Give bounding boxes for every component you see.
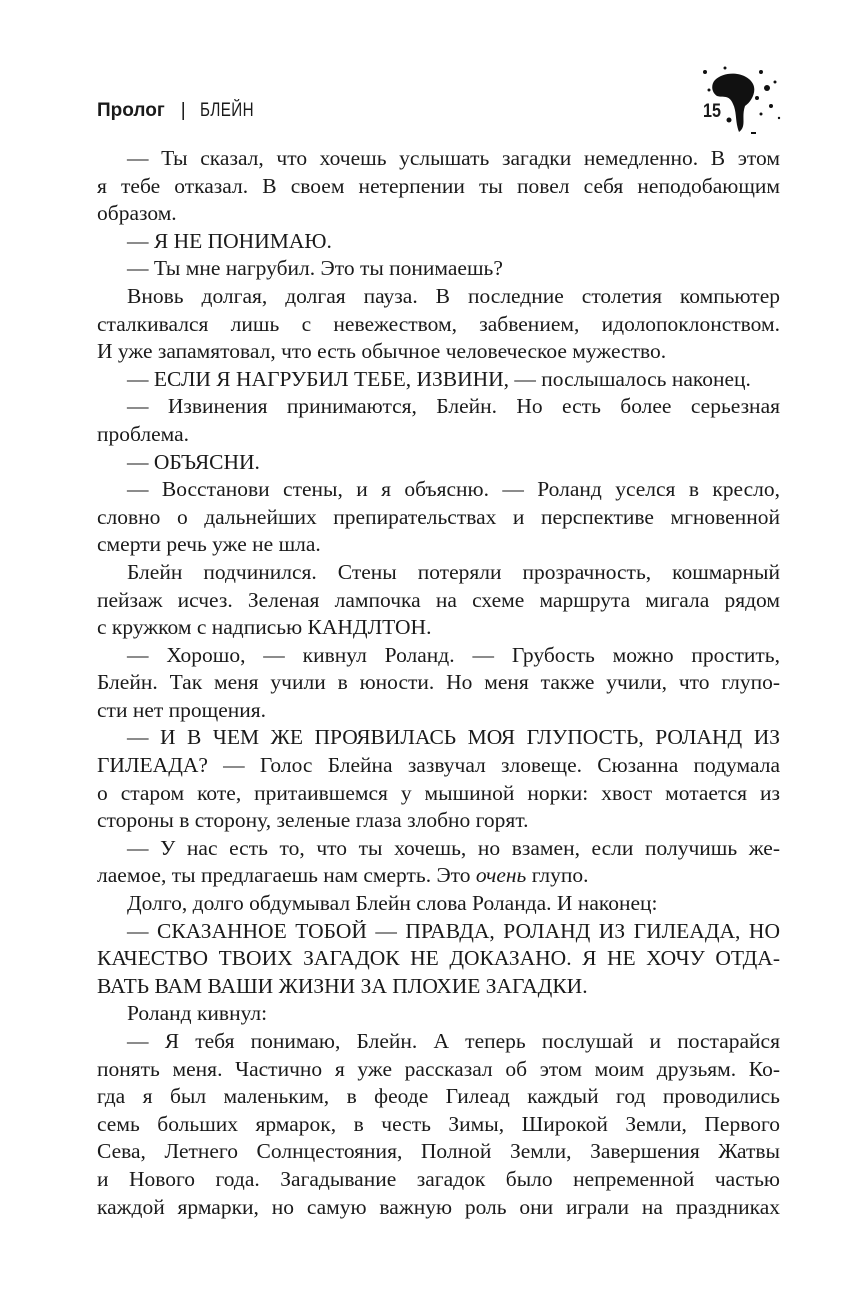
text-line: пейзаж исчез. Зеленая лампочка на схеме маршрута мигала рядом bbox=[97, 587, 780, 612]
paragraph bbox=[97, 366, 780, 394]
text-line: — Я НЕ ПОНИМАЮ. bbox=[127, 228, 332, 253]
text-line bbox=[97, 862, 780, 890]
page-number: 15 bbox=[703, 101, 721, 122]
text-line: сталкивался лишь с невежеством, забвением, идолопоклонством. bbox=[97, 311, 780, 336]
paragraph bbox=[97, 393, 780, 448]
text-line: — У нас есть то, что ты хочешь, но взамен, если получишь же- bbox=[127, 835, 780, 860]
text-line: — Восстанови стены, и я объясню. — Роланд уселся в кресло, bbox=[127, 477, 780, 502]
paragraph bbox=[97, 449, 780, 477]
text-line: Долго, долго обдумывал Блейн слова Роланда. И наконец: bbox=[127, 891, 658, 916]
text-line: — Ты мне нагрубил. Это ты понимаешь? bbox=[127, 256, 503, 281]
text-line: — СКАЗАННОЕ ТОБОЙ — ПРАВДА, РОЛАНД ИЗ ГИЛЕАДА, НО bbox=[127, 918, 780, 943]
text-line: Вновь долгая, долгая пауза. В последние столетия компьютер bbox=[127, 283, 780, 308]
text-line: с кружком с надписью КАНДЛТОН. bbox=[97, 615, 432, 640]
chapter-title: БЛЕЙН bbox=[199, 100, 254, 121]
text-line: Роланд кивнул: bbox=[127, 1001, 268, 1026]
text-line: понять меня. Частично я уже рассказал об этом моим друзьям. Ко- bbox=[97, 1056, 780, 1081]
paragraph bbox=[97, 283, 780, 366]
text-line: — Ты сказал, что хочешь услышать загадки немедленно. В этом bbox=[127, 146, 780, 170]
text-line: стороны в сторону, зеленые глаза злобно горят. bbox=[97, 808, 529, 833]
text-line: словно о дальнейших препирательствах и перспективе мгновенной bbox=[97, 504, 780, 529]
text-line: — ОБЪЯСНИ. bbox=[127, 449, 260, 474]
paragraph bbox=[97, 1028, 780, 1221]
paragraph bbox=[97, 890, 780, 918]
text-line: Блейн подчинился. Стены потеряли прозрачность, кошмарный bbox=[127, 559, 780, 584]
text-line: — ЕСЛИ Я НАГРУБИЛ ТЕБЕ, ИЗВИНИ, — послышалось наконец. bbox=[127, 366, 751, 391]
paragraph bbox=[97, 724, 780, 834]
text-line: каждой ярмарки, но самую важную роль они играли на праздниках bbox=[97, 1194, 780, 1219]
text-line: смерти речь уже не шла. bbox=[97, 532, 321, 557]
running-header bbox=[97, 100, 267, 122]
text-line: я тебе отказал. В своем нетерпении ты повел себя неподобающим bbox=[97, 173, 780, 198]
text-line: проблема. bbox=[97, 421, 190, 446]
text-line: гда я был маленьким, в феоде Гилеад каждый год проводились bbox=[97, 1084, 780, 1109]
text-line: ГИЛЕАДА? — Голос Блейна зазвучал зловеще. Сюзанна подумала bbox=[97, 753, 780, 778]
text-line: ВАТЬ ВАМ ВАШИ ЖИЗНИ ЗА ПЛОХИЕ ЗАГАДКИ. bbox=[97, 973, 588, 998]
text-line: И уже запамятовал, что есть обычное человеческое мужество. bbox=[97, 339, 667, 364]
text-line: Сева, Летнего Солнцестояния, Полной Земли, Завершения Жатвы bbox=[97, 1139, 780, 1164]
header-separator: | bbox=[180, 100, 186, 121]
paragraph bbox=[97, 228, 780, 256]
text-line: — Хорошо, — кивнул Роланд. — Грубость можно простить, bbox=[127, 642, 780, 667]
text-line: КАЧЕСТВО ТВОИХ ЗАГАДОК НЕ ДОКАЗАНО. Я НЕ ХОЧУ ОТДА- bbox=[97, 946, 780, 971]
paragraph bbox=[97, 255, 780, 283]
paragraph bbox=[97, 476, 780, 559]
text-line: и Нового года. Загадывание загадок было непременной частью bbox=[97, 1166, 780, 1191]
text-segment: лаемое, ты предлагаешь нам смерть. Это bbox=[97, 863, 476, 888]
text-line: Блейн. Так меня учили в юности. Но меня также учили, что глупо- bbox=[97, 670, 780, 695]
text-line: сти нет прощения. bbox=[97, 697, 267, 722]
paragraph bbox=[97, 1000, 780, 1028]
emphasis: очень bbox=[475, 863, 527, 888]
paragraph bbox=[97, 559, 780, 642]
text-line: образом. bbox=[97, 201, 177, 226]
section-title: Пролог bbox=[97, 100, 165, 121]
text-line: семь больших ярмарок, в честь Зимы, Широкой Земли, Первого bbox=[97, 1111, 780, 1136]
page-body bbox=[97, 145, 780, 1221]
text-line: — Извинения принимаются, Блейн. Но есть более серьезная bbox=[127, 394, 780, 419]
paragraph bbox=[97, 918, 780, 1001]
paragraph bbox=[97, 145, 780, 228]
text-segment: глупо. bbox=[526, 863, 589, 888]
paragraph bbox=[97, 835, 780, 890]
text-line: о старом коте, притаившемся у мышиной норки: хвост мотается из bbox=[97, 780, 780, 805]
paragraph bbox=[97, 642, 780, 725]
text-line: — Я тебя понимаю, Блейн. А теперь послушай и постарайся bbox=[127, 1029, 780, 1053]
text-line: — И В ЧЕМ ЖЕ ПРОЯВИЛАСЬ МОЯ ГЛУПОСТЬ, РОЛАНД ИЗ bbox=[127, 725, 780, 750]
